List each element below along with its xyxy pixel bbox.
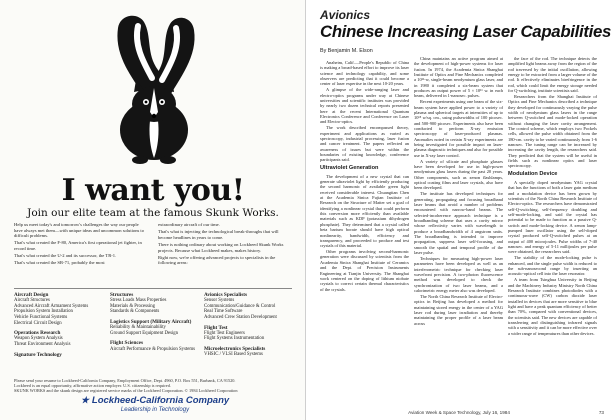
specialty-item: Real Time Software — [204, 309, 243, 315]
specialty-item: Reliability & Maintainability — [110, 325, 166, 331]
specialty-item: Aircraft Structures — [14, 298, 50, 304]
specialty-item: Aircraft Performance & Propulsion Systems — [110, 346, 195, 352]
ad-footer-line: SKUNK WORKS and the skunk design are registered service marks of the Lockheed Corporation. © 1984 Lockheed Corporation — [14, 388, 238, 394]
specialty-section — [14, 330, 100, 347]
specialty-section — [204, 325, 290, 342]
specialty-item: Electrical Circuit Design — [14, 320, 62, 326]
specialty-heading: Signature Technology — [14, 351, 62, 358]
ad-footer-line: Please send your resume to Lockheed-California Company, Employment Office, Dept. 4960, P.O. Box 551, Burbank, CA 91520. — [14, 378, 236, 383]
specialty-item: Threat Environment Analysis — [14, 341, 71, 347]
specialty-item: Materials & Processing — [110, 303, 156, 309]
paragraph: Anaheim, Calif.—People's Republic of China is making a broad-based effort to improve its laser science and technology capability, and some observers are predicting that it could become a center of laser expertise in the next 10-20 years. — [320, 60, 409, 87]
specialty-item: Vehicle Functional Systems — [14, 314, 68, 320]
paragraph: A glimpse of the wide-ranging laser and electro-optics programs under way at Chinese universities and scientific institutes was provided by nearly two dozen technical reports presented here at the recent International Quantum Electronics Conference and Conference on Laser and Electro-optics. — [320, 87, 409, 125]
specialty-heading: Operations Research — [14, 330, 61, 337]
specialty-item: Advanced Crew Station Development — [204, 314, 277, 320]
ad-paragraph: That's what created the U-2 and its successor, the TR-1. — [14, 253, 117, 259]
paragraph: Researchers from the Shanghai Institute of Optics and Fine Mechanics described a technique they developed for continuously varying the pulse width of neodymium glass lasers in the range between Q-switched and mode-locked operation without changing the laser cavity arrangement. The control scheme, which employs two Pockels cells, allowed the pulse width obtained from the 180-cm. cavity to be varied continuously from 1-6 nanosec. The tuning range can be increased by increasing the cavity length, the researchers said. They predicted that the system will be useful in fields such as nonlinear optics and laser spectroscopy. — [508, 94, 597, 169]
specialty-item: Advanced Aircraft Armament Systems — [14, 303, 89, 309]
logo-tagline: Leadership in Technology — [120, 407, 190, 413]
paragraph: The work described encompassed theory, experiment and applications as varied as spectroscopy, industrial processing, laser fusion and cancer treatment. The papers reflected an awareness of issues but were within the boundaries of existing knowledge, conference participants said. — [320, 125, 409, 163]
specialty-item: VHSIC / VLSI Based Systems — [204, 352, 263, 358]
paragraph: The stability of the mode-locking pulse is enhanced, and the single pulse width is reduced to the sub-nanosecond range by inserting an acoustic-optical cell into the laser resonator. — [508, 255, 597, 277]
specialty-section — [204, 346, 290, 358]
article-column-1 — [320, 60, 409, 292]
specialty-heading: Flight Test — [204, 324, 228, 331]
paragraph: China maintains an active program aimed at the development of high-power systems for laser fusion. In 1974, the Academia Sinica Shanghai Institute of Optics and Fine Mechanics completed a 10¹¹-w, single-beam neodymium glass laser, and in 1980 it completed a six-beam system that produces an output power of 5 × 10¹¹ w. in each beam, delivered in 1-nanosec. pulses. — [414, 56, 503, 99]
specialty-item: Communication/Guidance & Control — [204, 303, 276, 309]
specialty-heading: Logistics Support (Military Aircraft) — [110, 318, 192, 325]
skunk-icon — [62, 8, 242, 176]
ad-paragraph: That's what created the SR-71, probably the most — [14, 260, 105, 266]
specialty-item: Flight Test Engineers — [204, 330, 245, 336]
logo-name-row — [60, 395, 250, 406]
subheading: Modulation Device — [508, 170, 558, 177]
specialty-section — [110, 292, 196, 315]
article-title: Chinese Increasing Laser Capabilities — [320, 22, 612, 41]
page-number: 73 — [598, 410, 604, 415]
ad-body-left — [14, 222, 144, 268]
specialty-item: Flight Systems Instrumentation — [204, 336, 265, 342]
paragraph: Recent experiments using one beam of the six-beam system have applied power to a variety of plasma and spherical targets at intensities of up to 10¹⁵ w/sq. cm., using pulsewidths of 100 picosec. and 500-900 picosec. Experiments also have been conducted to perform X-ray emission spectroscopy of laser-produced plasmas. Anomalies noted in certain X-ray experiments are being investigated for possible impact on laser-plasma diagnostic techniques and also for possible use in X-ray laser control. — [414, 99, 503, 158]
ad-subhead: Join our elite team at the famous Skunk Works. — [27, 207, 279, 219]
ad-body-right — [158, 222, 288, 268]
ad-paragraph: Help us meet today's and tomorrow's challenges the way our people have always met them—with unique ideas and uncommon solutions to difficult problems. — [14, 222, 145, 239]
specialty-column — [204, 292, 290, 362]
ad-headline: I want you! — [61, 173, 245, 208]
divider — [14, 288, 292, 289]
specialty-section — [204, 292, 290, 321]
ad-footer-line: Lockheed is an equal opportunity, affirmative action employer. U.S. citizenship is required. — [14, 383, 171, 389]
specialty-item: Stress Loads Mass Properties — [110, 298, 167, 304]
specialty-item: Ground Support Equipment Design — [110, 330, 179, 336]
logo-name: Lockheed-California Company — [91, 395, 230, 406]
specialty-item: Propulsion System Installation — [14, 309, 73, 315]
ad-paragraph: That's what created the F-80, America's first operational jet fighter, in record time. — [14, 240, 142, 251]
specialty-heading: Avionics Specialists — [204, 292, 247, 298]
skunk-illustration — [62, 8, 242, 176]
paragraph: A specially doped neodymium YAG crystal that has the functions of both a laser gain medium and a modulation device has been grown by scientists of the North China Research Institute of Electro-optics. The researchers have demonstrated self-Q-switching, self-frequency doubling and self-mode-locking, and said the crystal has potential to be made to function as a passive Q-switch and mode-locking device. A xenon lamp-pumped laser oscillator using the self-doped crystal produced self-Q-switched pulses at an output of 400 microjoules. Pulse widths of 7-40 nanosec. and energy of 5-11 millijoules per pulse were obtained, the researchers said. — [508, 179, 597, 255]
paragraph: The institute has developed techniques for generating, propagating and focusing broadband laser beams that avoid a number of problems encountered with narrow-band beams. The selected-incoherence approach technique is a broadbanding scheme that uses a cavity mirror whose reflectivity varies with wavelength to produce a broadbandwidth of 4 angstrom units. The broadbanding is intended to improve propagation, suppress laser self-focusing, and smooth the spatial and temporal profile of the laser pulse. — [414, 191, 503, 256]
ad-paragraph: There is nothing ordinary about working on Lockheed Skunk Works projects. Because what Lockheed makes, makes history. — [158, 241, 284, 253]
paragraph: Other programs involving second-harmonic generation were discussed by scientists from the Academia Sinica Shanghai Institute of Ceramics and the Dept. of Precision Instruments Engineering at Tianjin University. The Shanghai work centered on the doping of lithium niobate crystals to correct certain thermal characteristics of the crystals. — [320, 249, 409, 292]
paragraph: Techniques for measuring high-power laser parameters have been developed as well as an interferometric technique for checking laser wavefront precision. A two-photon fluorescence method was developed to check the synchronization of two laser beams, and a calorimetric energy meter also was developed. — [414, 256, 503, 294]
specialty-section — [14, 352, 100, 358]
article-page — [306, 0, 612, 420]
paragraph: the face of the rod. The technique detects the amplified light beams away from the region of the rod traversed by the initial oscillation, allowing energy to be extracted from a larger volume of the rod. It effectively eliminates birefringence in the rod, which could limit the energy storage needed for Q-switching, institute scientists said. — [508, 56, 597, 94]
section-label: Avionics — [320, 8, 371, 22]
specialty-item: Sensor Systems — [204, 298, 235, 304]
publication-footer: Aviation Week & Space Technology, July 16, 1984 — [408, 410, 510, 415]
specialty-section — [110, 319, 196, 336]
star-icon: ★ — [80, 395, 89, 405]
paragraph: A team from Tsinghua University in Beijing and the Machinery Industry Ministry North China Research Institute combines photodiodes with a continuous-wave (CW) carbon dioxide laser installed in devices that are more sensitive to blue light and have a peak quantum efficiency of better than 70%, compared with conventional devices, the scientists said. The new devices are capable of transferring and distinguishing infrared signals with a sensitivity and it can be more effective over a wider range of temperatures than other devices. — [508, 277, 597, 336]
ad-paragraph: Right now, we're offering advanced projects to specialists in the following areas: — [158, 254, 276, 266]
specialty-item: Standards & Components — [110, 309, 160, 315]
lockheed-logo — [60, 395, 250, 413]
specialty-section — [110, 340, 196, 352]
byline: By Benjamin M. Elson — [320, 48, 373, 54]
specialty-column — [14, 292, 100, 362]
ad-paragraph: extraordinary aircraft of our time. — [158, 222, 220, 227]
specialty-section — [14, 292, 100, 326]
paragraph: A variety of silicate and phosphate glasses have been developed for use in high-power neodymium glass lasers during the past 20 years. Other components, such as xenon flashlamps, optical coating films and laser crystals, also have been developed. — [414, 158, 503, 191]
subheading: Ultraviolet Generation — [320, 164, 379, 171]
specialty-heading: Aircraft Design — [14, 292, 49, 298]
article-column-3 — [508, 56, 597, 337]
specialty-column — [110, 292, 196, 356]
specialty-item: Weapon System Analysis — [14, 336, 63, 342]
ad-footer — [14, 378, 294, 393]
ad-paragraph: That's what is injecting the technological break-throughs that will become headlines in years to come. — [158, 229, 279, 240]
specialty-heading: Microelectronics Specialists — [204, 345, 266, 352]
specialty-heading: Flight Sciences — [110, 340, 143, 347]
paragraph: The North China Research Institute of Electro-optics in Beijing has developed a method for maintaining stored energy in the center of a YAG laser rod during laser irradiation and thereby maintaining the proper profile of a laser beam across — [414, 294, 503, 326]
article-column-2 — [414, 56, 503, 327]
paragraph: The development of a new crystal that can generate ultraviolet light by efficiently producing the second harmonic of available green light received considerable interest. Chuangtian Chen at the Academia Sinica Fujian Institute of Research on the Structure of Matter set a goal of identifying a nonlinear crystal that could perform this conversion more efficiently than available materials such as KDP (potassium dihydrogen phosphate). They determined that a crystal called beta barium borate should have high optical nonlinearity, bandwidth, efficiency and transparency, and proceeded to produce and test crystals of this material. — [320, 173, 409, 249]
specialty-heading: Structures — [110, 292, 134, 298]
